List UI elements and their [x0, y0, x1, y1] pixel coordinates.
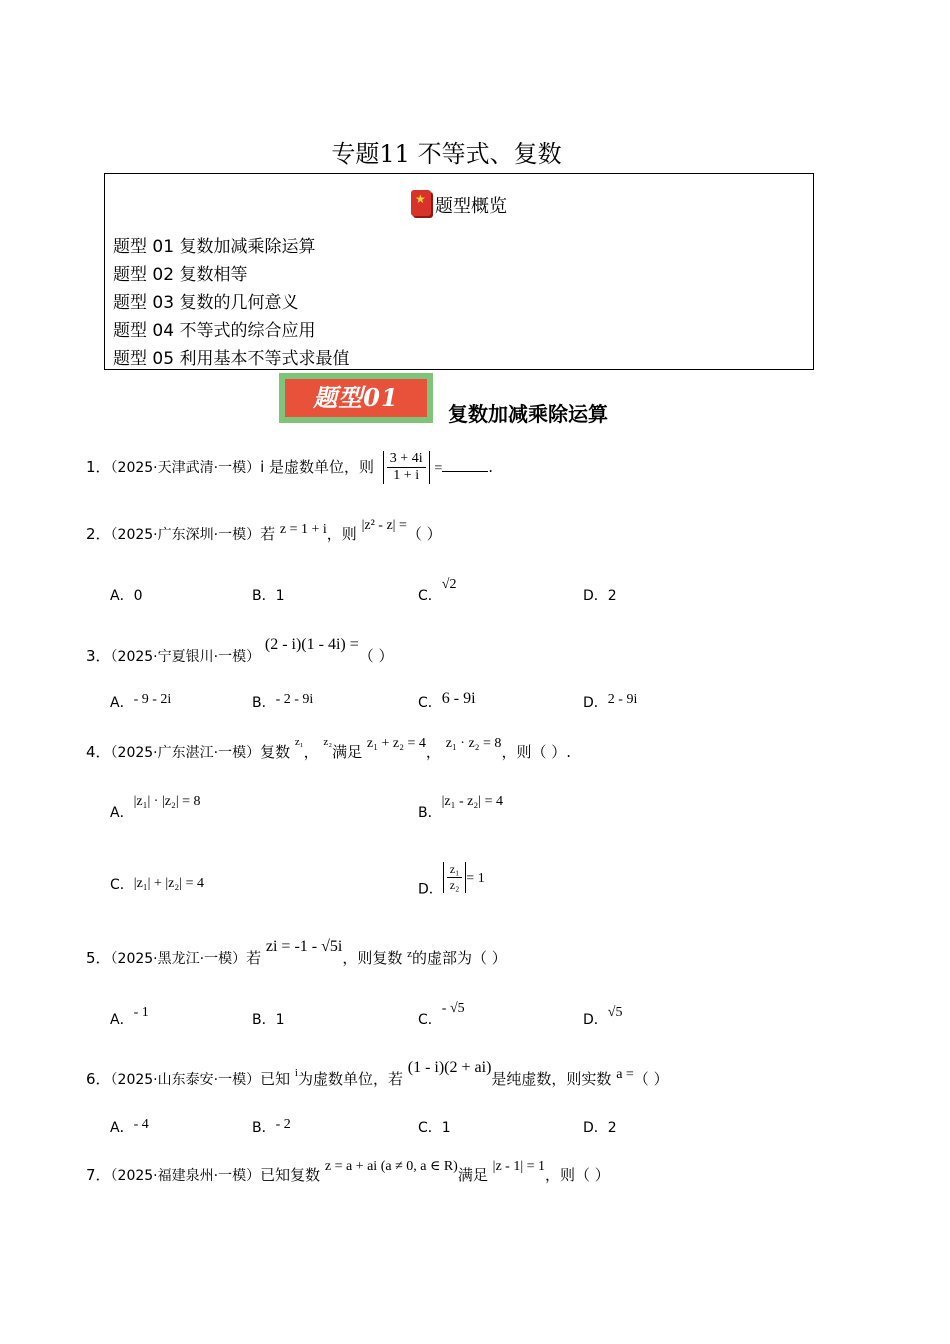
- option-c[interactable]: C．1: [418, 1120, 451, 1136]
- option-b[interactable]: B．1: [252, 1012, 285, 1028]
- question-6: 6．（2025·山东泰安·一模）已知 $^i$为虚数单位，若 (1 - i)(2 + ai)是纯虚数，则实数 a =（ ）: [86, 1059, 669, 1088]
- question-2: 2．（2025·广东深圳·一模）若 z = 1 + i，则 |z² - z| =（ ）: [86, 518, 442, 543]
- toc-item[interactable]: 题型 02 复数相等: [113, 265, 248, 285]
- option-a[interactable]: A．- 9 - 2i: [110, 692, 172, 711]
- option-d[interactable]: D．2: [583, 1120, 617, 1136]
- overview-heading: ★ 题型概览: [105, 190, 813, 218]
- toc-item[interactable]: 题型 03 复数的几何意义: [113, 293, 299, 313]
- option-b[interactable]: B．|z₁ - z₂| = 4: [418, 794, 503, 821]
- option-b[interactable]: B．1: [252, 588, 285, 604]
- option-c[interactable]: C．|z₁| + |z₂| = 4: [110, 876, 204, 893]
- section-title: 复数加减乘除运算: [448, 402, 608, 426]
- option-b[interactable]: B．- 2 - 9i: [252, 692, 314, 711]
- option-c[interactable]: C．- √5: [418, 1001, 465, 1028]
- option-a[interactable]: A．- 4: [110, 1117, 149, 1136]
- toc-item[interactable]: 题型 04 不等式的综合应用: [113, 321, 316, 341]
- question-7: 7．（2025·福建泉州·一模）已知复数 z = a + ai (a ≠ 0, a ∈ R)满足 |z - 1| = 1，则（ ）: [86, 1159, 610, 1184]
- question-3: 3．（2025·宁夏银川·一模） (2 - i)(1 - 4i) =（ ）: [86, 636, 394, 665]
- section-banner: [279, 373, 433, 423]
- option-a[interactable]: A．|z₁| · |z₂| = 8: [110, 794, 201, 821]
- question-1: 1．（2025·天津武清·一模）i 是虚数单位，则 $\frac{3 + 4i}{1 + i}$ = .: [86, 451, 494, 483]
- question-4: 4．（2025·广东湛江·一模）复数 $^{z_1}$， $^{z_2}$满足 z₁ + z₂ = 4， z₁ · z₂ = 8，则（ ）.: [86, 736, 571, 761]
- option-d[interactable]: D．2: [583, 588, 617, 604]
- toc-item[interactable]: 题型 05 利用基本不等式求最值: [113, 349, 350, 369]
- option-d[interactable]: D．√5: [583, 1005, 623, 1028]
- toc-item[interactable]: 题型 01 复数加减乘除运算: [113, 237, 316, 257]
- option-d[interactable]: D．2 - 9i: [583, 692, 638, 711]
- banner-label: 题型01: [285, 379, 427, 417]
- option-a[interactable]: A．0: [110, 588, 143, 604]
- answer-blank[interactable]: [442, 457, 488, 472]
- book-icon: ★: [411, 190, 431, 216]
- option-d[interactable]: D． $\frac{\text{z₁}}{\text{z₂}}$ = 1: [418, 862, 485, 898]
- document-title: 专题11 不等式、复数: [331, 140, 562, 168]
- overview-box: [104, 173, 814, 370]
- option-a[interactable]: A．- 1: [110, 1005, 149, 1028]
- option-c[interactable]: C．6 - 9i: [418, 690, 476, 711]
- option-c[interactable]: C．√2: [418, 577, 457, 604]
- question-5: 5．（2025·黑龙江·一模）若 zi = -1 - √5i，则复数 $^z$的虚部为（ ）: [86, 938, 507, 967]
- option-b[interactable]: B．- 2: [252, 1117, 291, 1136]
